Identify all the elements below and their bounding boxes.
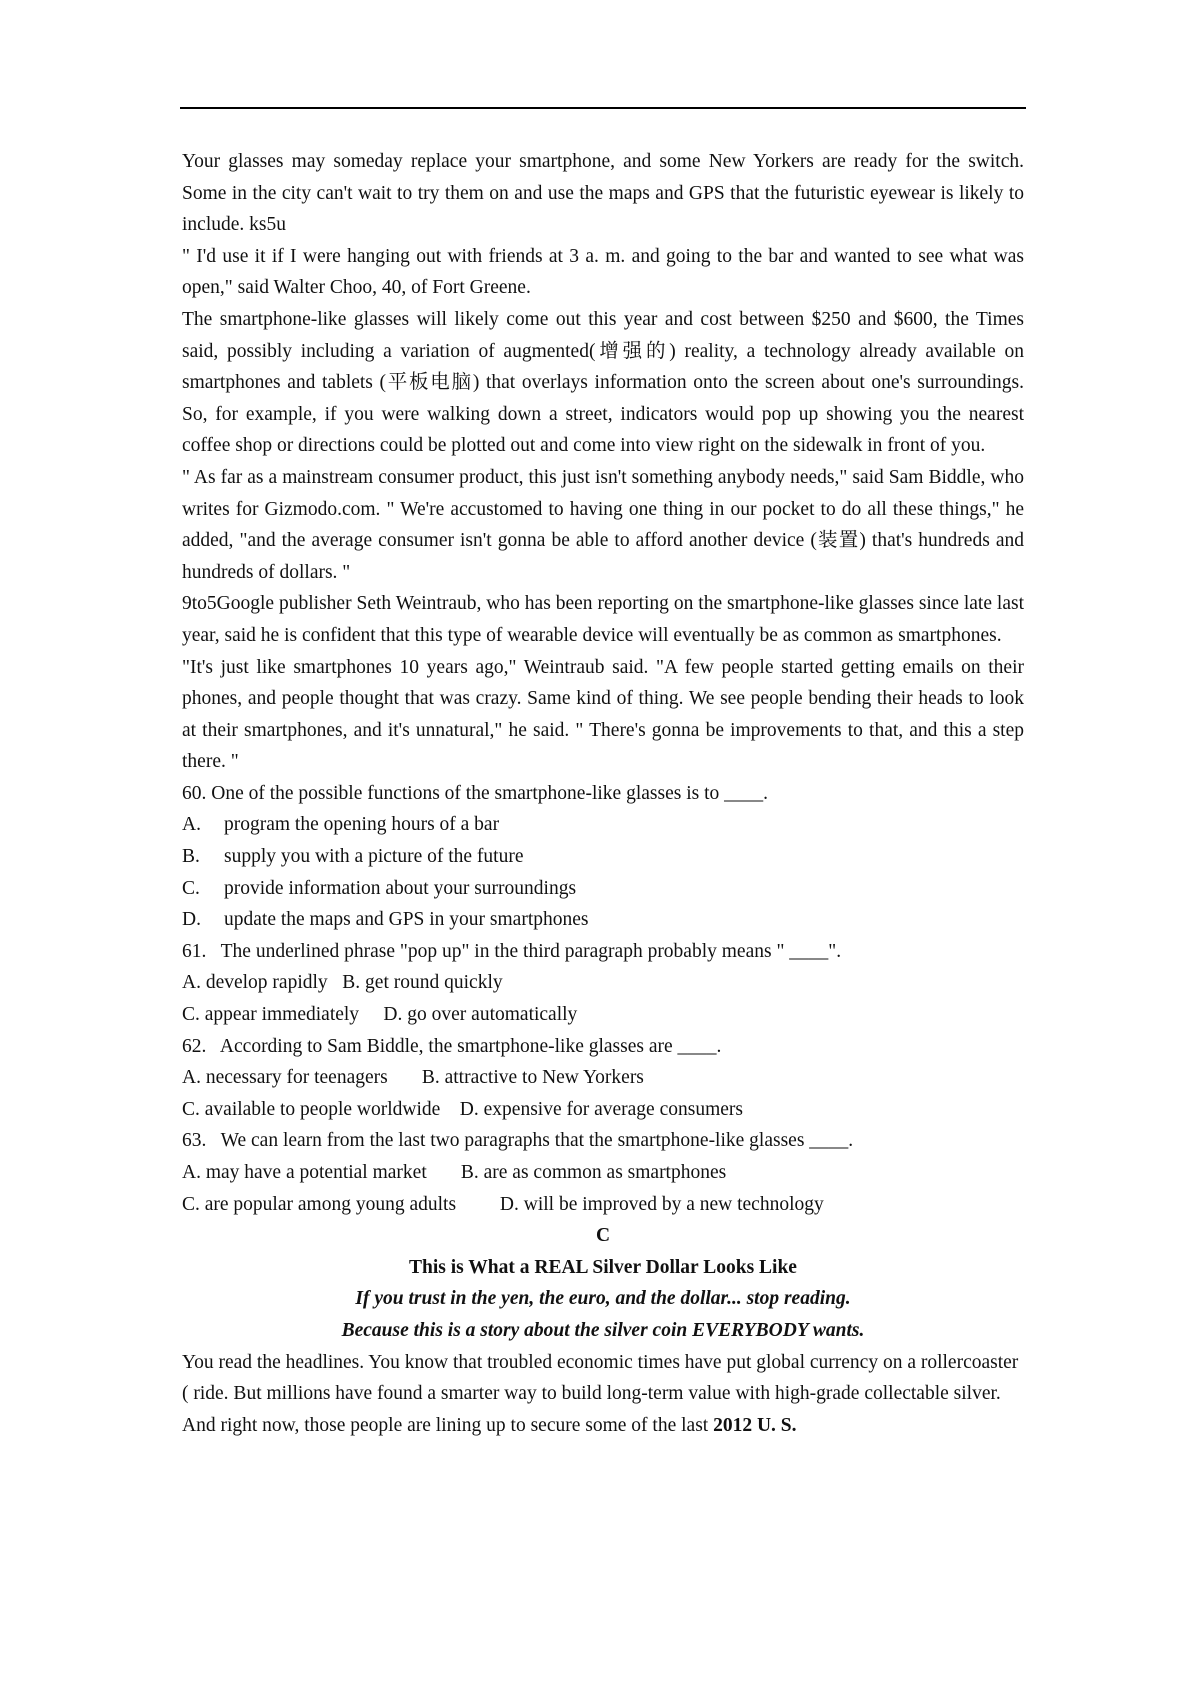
question-62-options-line-2: C. available to people worldwide D. expensive for average consumers xyxy=(182,1098,743,1120)
question-61-stem: 61. The underlined phrase "pop up" in the third paragraph probably means " ____". xyxy=(182,940,842,962)
page-content xyxy=(182,146,1024,1441)
option-letter: D. xyxy=(182,909,201,931)
question-63-options-line-2: C. are popular among young adults D. will be improved by a new technology xyxy=(182,1193,824,1215)
question-60-option-a xyxy=(182,809,1024,841)
section-c-subtitle-1: If you trust in the yen, the euro, and the dollar... stop reading. xyxy=(355,1288,851,1310)
question-60-option-c xyxy=(182,873,1024,905)
question-60-option-d xyxy=(182,904,1024,936)
section-c-title: This is What a REAL Silver Dollar Looks Like xyxy=(409,1256,797,1278)
passage-paragraph-4: " As far as a mainstream consumer product, this just isn't something anybody needs," said Sam Biddle, who writes for Gizmodo.com. " We're accustomed to having one thing in our pocket to do all these things," he added, "and the average consumer isn't gonna be able to afford another device (装置) that's hundreds and hundreds of dollars. " xyxy=(182,466,1024,583)
option-letter: C. xyxy=(182,877,200,899)
question-60-option-b xyxy=(182,841,1024,873)
question-63-stem: 63. We can learn from the last two paragraphs that the smartphone-like glasses ____. xyxy=(182,1130,854,1152)
section-c-paragraph-text: You read the headlines. You know that troubled economic times have put global currency on a rollercoaster ( ride. But millions have found a smarter way to build long-term value with high-grade collectable silver. And right now, those people are lining up to secure some of the last xyxy=(182,1351,1019,1436)
option-letter: A. xyxy=(182,814,201,836)
passage-paragraph-1: Your glasses may someday replace your smartphone, and some New Yorkers are ready for the switch. Some in the city can't wait to try them on and use the maps and GPS that the futuristic eyewear is likely to include. ks5u xyxy=(182,151,1024,236)
option-text: program the opening hours of a bar xyxy=(224,814,500,836)
option-text: supply you with a picture of the future xyxy=(224,846,524,868)
question-62-stem: 62. According to Sam Biddle, the smartphone-like glasses are ____. xyxy=(182,1035,722,1057)
header-rule xyxy=(180,107,1026,109)
question-60-stem: 60. One of the possible functions of the smartphone-like glasses is to ____. xyxy=(182,782,768,804)
option-letter: B. xyxy=(182,846,200,868)
section-c-subtitle-2: Because this is a story about the silver coin EVERYBODY wants. xyxy=(341,1319,865,1341)
question-61-options-line-2: C. appear immediately D. go over automatically xyxy=(182,1004,578,1026)
passage-paragraph-5: 9to5Google publisher Seth Weintraub, who has been reporting on the smartphone-like glasses since late last year, said he is confident that this type of wearable device will eventually be as common as smartphones. xyxy=(182,593,1024,646)
section-c-paragraph xyxy=(182,1347,1024,1442)
section-c-paragraph-bold-tail: 2012 U. S. xyxy=(713,1414,797,1436)
question-61-options-line-1: A. develop rapidly B. get round quickly xyxy=(182,972,503,994)
section-c-letter: C xyxy=(595,1225,611,1247)
option-text: update the maps and GPS in your smartphones xyxy=(224,909,589,931)
question-63-options-line-1: A. may have a potential market B. are as common as smartphones xyxy=(182,1162,727,1183)
passage-paragraph-3: The smartphone-like glasses will likely come out this year and cost between $250 and $600, the Times said, possibly including a variation of augmented(增强的) reality, a technology already available on smartphones and tablets (平板电脑) that overlays information onto the screen about one's surroundings. So, for example, if you were walking down a street, indicators would pop up showing you the nearest coffee shop or directions could be plotted out and come into view right on the sidewalk in front of you. xyxy=(182,308,1024,457)
passage-paragraph-2: " I'd use it if I were hanging out with friends at 3 a. m. and going to the bar and wanted to see what was open," said Walter Choo, 40, of Fort Greene. xyxy=(182,245,1024,299)
option-text: provide information about your surroundings xyxy=(224,877,577,899)
question-62-options-line-1: A. necessary for teenagers B. attractive to New Yorkers xyxy=(182,1067,644,1089)
passage-paragraph-6: "It's just like smartphones 10 years ago," Weintraub said. "A few people started getting emails on their phones, and people thought that was crazy. Same kind of thing. We see people bending their heads to look at their smartphones, and it's unnatural," he said. " There's gonna be improvements to that, and this a step there. " xyxy=(182,656,1024,773)
